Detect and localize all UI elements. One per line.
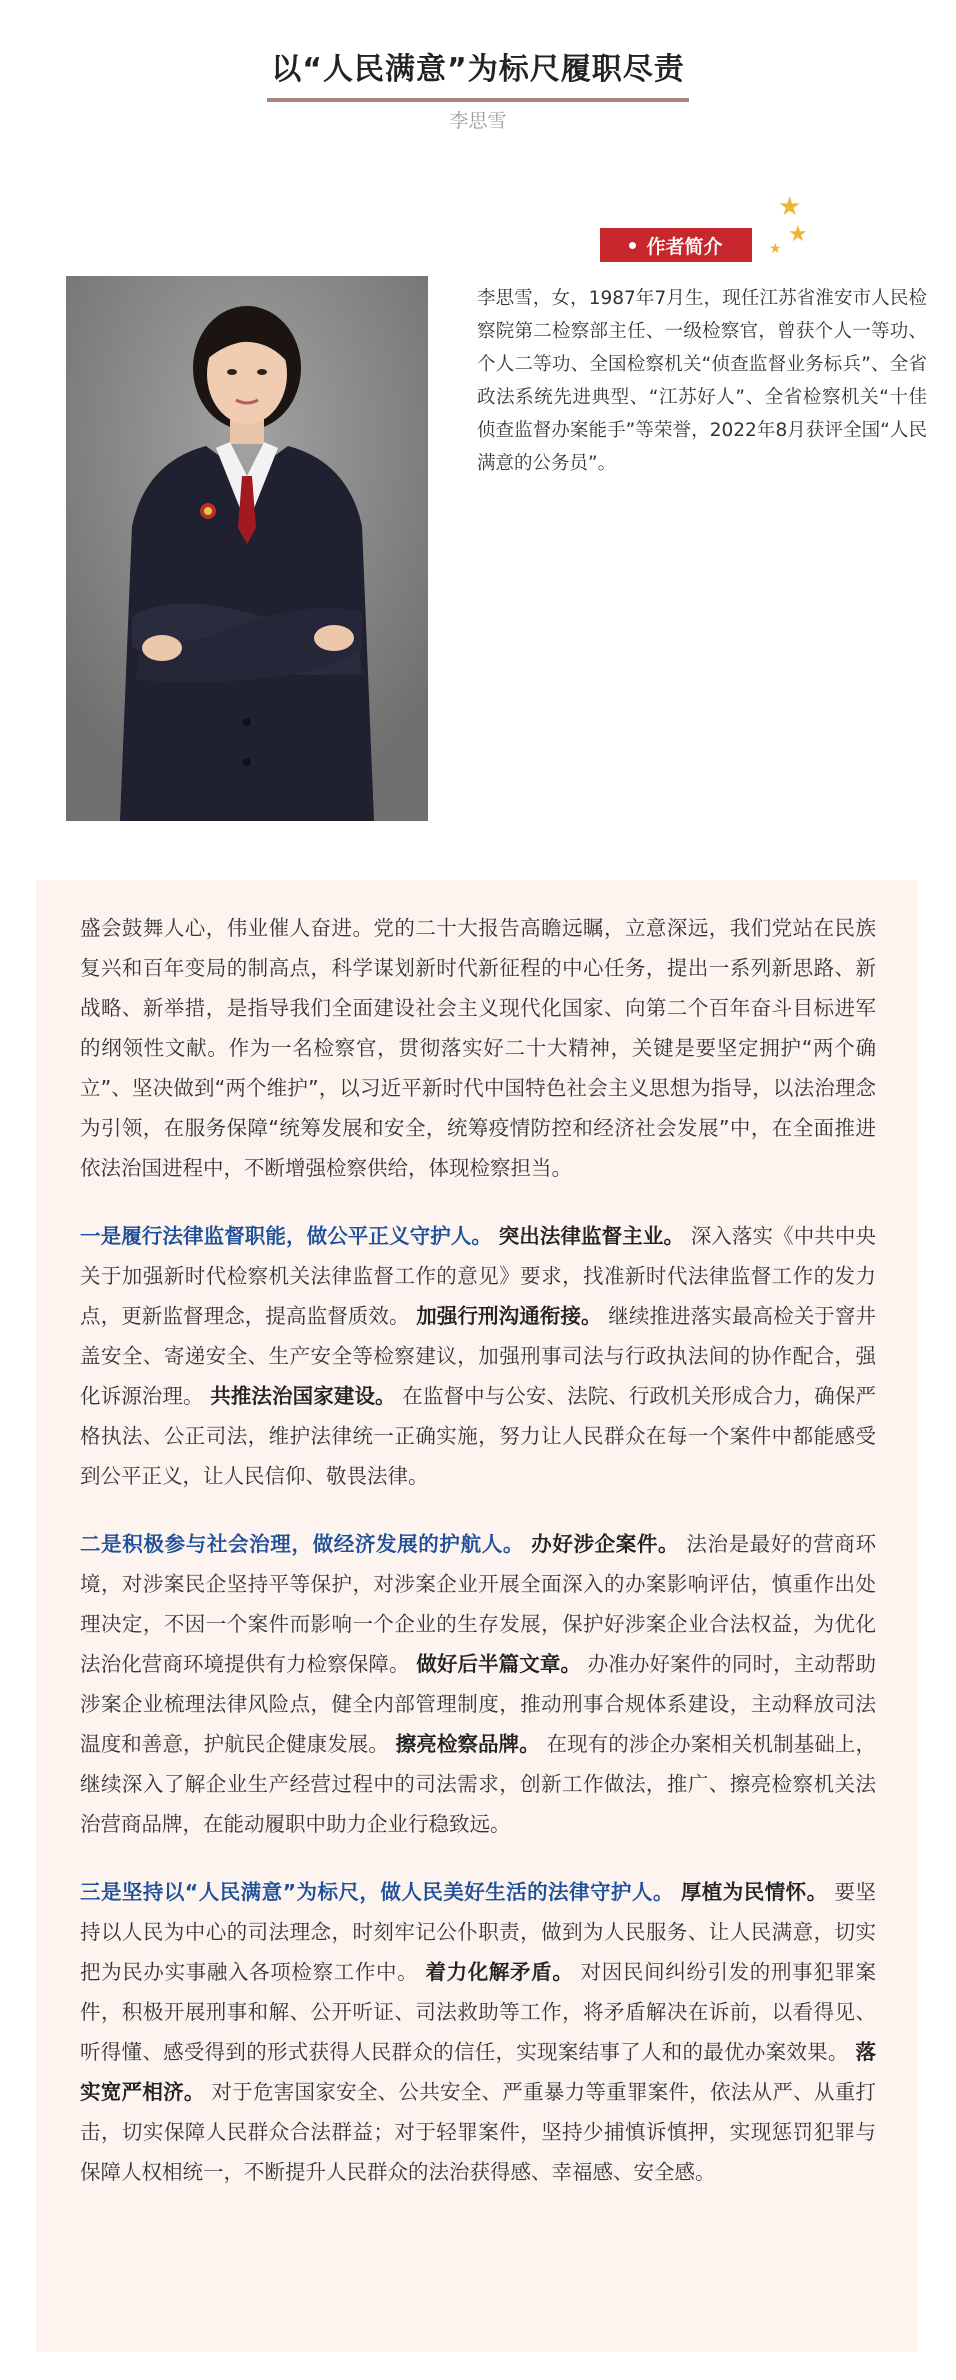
section-3-keypoint-1: 厚植为民情怀。 [680, 1880, 828, 1904]
author-portrait [66, 276, 428, 821]
section-2-keypoint-1: 办好涉企案件。 [531, 1532, 680, 1556]
page-title: 以“人民满意”为标尺履职尽责 [267, 44, 688, 102]
section-1-text-3: 在监督中与公安、法院、行政机关形成合力，确保严格执法、公正司法，维护法律统一正确实施，努力让人民群众在每一个案件中都能感受到公平正义，让人民信仰、敬畏法律。 [80, 1384, 877, 1488]
section-3-paragraph [80, 1872, 876, 2192]
section-1-keypoint-2: 加强行刑沟通衔接。 [416, 1304, 602, 1328]
star-icon: ★ [769, 241, 782, 257]
section-1-heading: 一是履行法律监督职能，做公平正义守护人。 [80, 1224, 493, 1248]
section-1-text-2: 继续推进落实最高检关于窨井盖安全、寄递安全、生产安全等检察建议，加强刑事司法与行政执法间的协作配合，强化诉源治理。 [80, 1304, 877, 1408]
badge-label: 作者简介 [646, 235, 723, 258]
section-2-text-2: 办准办好案件的同时，主动帮助涉案企业梳理法律风险点，健全内部管理制度，推动刑事合规体系建设，主动释放司法温度和善意，护航民企健康发展。 [80, 1652, 876, 1756]
section-2-paragraph [80, 1524, 876, 1844]
section-3-keypoint-3: 落实宽严相济。 [80, 2040, 876, 2104]
section-2-keypoint-2: 做好后半篇文章。 [416, 1652, 582, 1676]
author-profile-badge [600, 228, 752, 262]
section-3-text-2: 对因民间纠纷引发的刑事犯罪案件，积极开展刑事和解、公开听证、司法救助等工作，将矛盾解决在诉前，以看得见、听得懂、感受得到的形式获得人民群众的信任，实现案结事了人和的最优办案效果。 [80, 1960, 877, 2064]
author-name: 李思雪 [449, 110, 507, 132]
article-body [36, 880, 918, 2352]
section-3-heading: 三是坚持以“人民满意”为标尺，做人民美好生活的法律守护人。 [80, 1880, 674, 1904]
section-2-keypoint-3: 擦亮检察品牌。 [395, 1732, 540, 1756]
star-icon: ★ [788, 222, 808, 247]
section-1-paragraph [80, 1216, 876, 1496]
section-3-text-1: 要坚持以人民为中心的司法理念，时刻牢记公仆职责，做到为人民服务、让人民满意，切实把为民办实事融入各项检察工作中。 [80, 1880, 876, 1984]
article-header [0, 44, 956, 102]
dot-icon [629, 242, 636, 249]
portrait-illustration [66, 276, 428, 821]
star-icon: ★ [778, 192, 802, 222]
section-1-keypoint-3: 共推法治国家建设。 [210, 1384, 396, 1408]
author-bio: 李思雪，女，1987年7月生，现任江苏省淮安市人民检察院第二检察部主任、一级检察官，曾获个人一等功、个人二等功、全国检察机关“侦查监督业务标兵”、全省政法系统先进典型、“江苏好人”、全省检察机关“十佳侦查监督办案能手”等荣誉，2022年8月获评全国“人民满意的公务员”。 [477, 288, 927, 474]
section-2-text-3: 在现有的涉企办案相关机制基础上，继续深入了解企业生产经营过程中的司法需求，创新工作做法，推广、擦亮检察机关法治营商品牌，在能动履职中助力企业行稳致远。 [80, 1732, 876, 1836]
section-2-heading: 二是积极参与社会治理，做经济发展的护航人。 [80, 1532, 525, 1556]
section-3-text-3: 对于危害国家安全、公共安全、严重暴力等重罪案件，依法从严、从重打击，切实保障人民群众合法群益；对于轻罪案件，坚持少捕慎诉慎押，实现惩罚犯罪与保障人权相统一，不断提升人民群众的法治获得感、幸福感、安全感。 [80, 2080, 876, 2184]
intro-paragraph: 盛会鼓舞人心，伟业催人奋进。党的二十大报告高瞻远瞩，立意深远，我们党站在民族复兴和百年变局的制高点，科学谋划新时代新征程的中心任务，提出一系列新思路、新战略、新举措，是指导我们全面建设社会主义现代化国家、向第二个百年奋斗目标进军的纲领性文献。作为一名检察官，贯彻落实好二十大精神，关键是要坚定拥护“两个确立”、坚决做到“两个维护”，以习近平新时代中国特色社会主义思想为指导，以法治理念为引领，在服务保障“统筹发展和安全，统筹疫情防控和经济社会发展”中，在全面推进依法治国进程中，不断增强检察供给，体现检察担当。 [80, 916, 876, 1180]
section-2-text-1: 法治是最好的营商环境，对涉案民企坚持平等保护，对涉案企业开展全面深入的办案影响评估，慎重作出处理决定，不因一个案件而影响一个企业的生存发展，保护好涉案企业合法权益，为优化法治化营商环境提供有力检察保障。 [80, 1532, 877, 1676]
section-1-keypoint-1: 突出法律监督主业。 [498, 1224, 685, 1248]
section-3-keypoint-2: 着力化解矛盾。 [425, 1960, 574, 1984]
section-1-text-1: 深入落实《中共中央关于加强新时代检察机关法律监督工作的意见》要求，找准新时代法律监督工作的发力点，更新监督理念，提高监督质效。 [80, 1224, 877, 1328]
